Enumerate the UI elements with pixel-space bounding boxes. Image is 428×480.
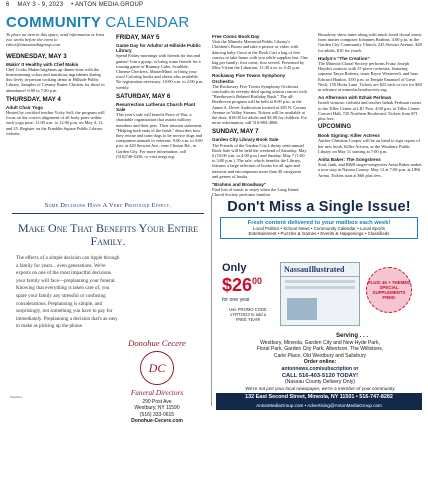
promo-code: Use PROMO CODE 1YRT2023 to add a FREE YEAR! — [229, 307, 267, 322]
event-description: Visit the Mineola Memorial Public Library's Children's Room and take a picture or video with dancing baby Groot at the Book Cart a bag of free comics to take home with you while supplies last. One bag per family; first come, first served. Presented by Miss Vivian the Librarian. 11:30 a.m. to 4:45 p.m. — [212, 39, 308, 71]
ad-tagline: Some Decisions Have A Very Profound Effect. — [44, 202, 172, 209]
event-title: Adult Chair Yoga — [6, 104, 43, 110]
event-day-heading: FRIDAY, MAY 5 — [116, 34, 160, 41]
benefits-line-3: Entertainment • Puzzles & Games • Events & Happenings • Classifieds — [248, 231, 390, 236]
event-title: Free Comic Book Day — [212, 34, 260, 39]
calendar-column-1 — [6, 32, 108, 192]
subscription-link[interactable]: antonnews.com/subscription or — [281, 365, 359, 372]
event-description: Hosted by certified teacher Vicky Self, the program will focus on the correct alignment of all body parts within each yoga pose. 11:00 a.m. to 12:00 p.m. on May 4, 11, and 25. Register on the Franklin Square Public Library website. — [6, 110, 105, 136]
serving-area — [222, 333, 418, 392]
event-description: Find lots of music to enjoy when the Long Island Choral Society performs familiar — [212, 187, 299, 198]
section-title-light: CALENDAR — [105, 14, 190, 31]
business-contact — [108, 399, 206, 425]
publisher-name: • ANTON MEDIA GROUP — [71, 2, 144, 8]
order-online-label: Order online: — [303, 359, 337, 366]
benefits-line-1: Fresh content delivered to your mailbox each week! — [247, 220, 391, 226]
event-title: Book Signing: Killer Actress — [318, 133, 380, 139]
funeral-home-ad — [6, 199, 210, 425]
dc-logo-icon — [140, 351, 174, 385]
event-date-heading: UPCOMING — [318, 124, 351, 131]
event-title: Makin' It Healthy with Chef Makin — [6, 61, 79, 67]
subscription-ad — [216, 199, 422, 409]
event-day-heading: SATURDAY, MAY 6 — [116, 92, 171, 100]
section-title-bold: COMMUNITY — [6, 14, 101, 31]
price-cents: 00 — [252, 276, 263, 286]
calendar-column-4 — [318, 32, 422, 192]
magazine-line — [285, 280, 355, 283]
magazine-cover-image — [280, 262, 360, 326]
burst-text: PLUS! 45 + THEMED SPECIAL SUPPLEMENTS FREE! — [367, 280, 411, 300]
business-name: Donohue Cecere — [128, 338, 186, 348]
price-dollars: $26 — [222, 275, 253, 295]
event-description: Israeli virtuoso violinist and teacher Itzhak Perlman comes to the Tilles Center at LIU Post. 4:00 p.m. at Tilles Center Concert Hall, 720 Northern Boulevard. Tickets from $71 plus fees. — [318, 100, 422, 122]
section-title — [6, 14, 189, 31]
magazine-title: NassauIllustrated — [281, 263, 359, 277]
event-title: Game Day for Adults! at Hillside Public Library — [116, 43, 201, 54]
event-description: Author Christina Cooper will be on hand to sign copies of her new book, Killer Actress, at the Westbury Public Library on May 11 starting at 7:00 p.m. — [318, 138, 420, 154]
event-title: Resurrection Lutheran Church Plant Sale — [116, 101, 196, 113]
subscription-headline: Don't Miss a Single Issue! — [227, 199, 411, 215]
event-description: The Mineola Choral Society performs Franz Joseph Haydn's oratorio with 37-piece orchestra, featuring soprano Tanya Roberts, tenor Bryce Westervelt, and bass Edward Hanlon. 3:00 p.m. at Temple Emanuel of Great Neck, 150 Hicks Lane. Tickets are $25 each or two for $40 in advance at mineolachoralsociety.org. — [318, 61, 422, 93]
business-subtitle: Funeral Directors — [130, 389, 184, 397]
event-title: Hudyn's "The Creation" — [318, 55, 370, 61]
subscription-benefits-box — [220, 217, 418, 239]
call-phone[interactable]: CALL 516-403-5120 TODAY! — [281, 372, 359, 379]
business-city: Westbury, NY 11590 — [134, 405, 180, 412]
ad-headline: Make One That Benefits Your Entire Family. — [17, 221, 199, 248]
business-address: 290 Post Ave — [142, 399, 172, 405]
community-tagline: We're not just your local newspaper, we're a member of your community — [245, 385, 395, 391]
event-description: The Rockaway Five Towns Symphony Orchestra concludes its seventy-third spring season concert with "Beethoven's Belated Birthday Bash." The all-Beethoven program will be held at 8:00 p.m. in the James A. Dever Auditorium located at 385 N. Corona Avenue in Valley Stream. Tickets will be available at the door: $18.00 for adults and $3.00 for children. For more information, call 516-884-4806. — [212, 83, 308, 126]
event-day-heading: THURSDAY, MAY 4 — [6, 95, 61, 103]
event-description: The Friends of the Garden City Library semi-annual Book Sale will be held the weekend of Saturday, May 6 (10:00 a.m. to 4:00 p.m.) and Sunday, May 7 (1:00 to 3:00 p.m.). The sale, which benefits the Library, features a large selection of books for all ages and interests and encompasses more than 40 categories and genres of books. — [212, 142, 307, 179]
logo-letters: DC — [148, 360, 166, 375]
event-description: This year's sale will benefit Paws of War, a charitable organization that assists military members and their pets. Their mission statement, "Helping both ends of the leash," describes how they rescue and train dogs to be service dogs and companion animals to veterans. 9:00 a.m. to 4:00 p.m. at 420 Stewart Ave., near Clinton Rd., in Garden City. For more information, call (516)746-4436, or visit rnegt.org. — [116, 112, 203, 159]
event-description: Soul, funk, and R&B singer-songwriter Anita Baker makes a tour stop in Nassau County. May 12 at 7:00 p.m. at UBS Arena. Tickets start at $60 plus fees. — [318, 162, 422, 178]
magazine-photo — [287, 298, 317, 320]
ad-ref-left: Westbury — [10, 395, 23, 399]
event-title: An Afternoon with Itzhak Perlman — [318, 95, 392, 101]
issue-date: MAY 3 - 9, 2023 — [17, 2, 64, 8]
serving-line-3: Carle Place, Old Westbury and Salisbury — [273, 352, 367, 359]
footer-address: 132 East Second Street, Mineola, NY 11501 • 516-747-8282 — [245, 394, 393, 400]
magazine-line — [285, 286, 355, 289]
calendar-column-2 — [116, 32, 204, 192]
price — [222, 275, 262, 296]
event-day-heading: SUNDAY, MAY 7 — [212, 128, 259, 136]
event-title: Garden City Library Book Sale — [212, 137, 279, 143]
publisher-footer — [216, 393, 422, 410]
event-title: Rockaway Five Towns Symphony Orchestra — [212, 73, 286, 84]
call-note: (Nassau County Delivery Only) — [285, 379, 355, 386]
business-website-link[interactable]: Donohue-Cecere.com — [131, 418, 183, 425]
event-title: Anita Baker: The Songstress — [318, 157, 381, 163]
event-description: Broadway show tunes along with much loved choral music from master composer Johannes Brahms. 4:00 p.m. at the Garden City Community Church, 245 Stewart Avenue. $20 for adults, $10 for youth. — [318, 32, 422, 53]
page-number: 6 — [6, 2, 10, 8]
bonus-burst-badge — [366, 267, 412, 313]
price-term: for one year — [222, 297, 250, 303]
price-only: Only — [222, 262, 247, 274]
serving-label: Serving . . . — [335, 333, 368, 339]
business-phone[interactable]: (516) 333-0615 — [139, 411, 175, 418]
event-day-heading: WEDNESDAY, MAY 3 — [6, 52, 67, 60]
footer-links[interactable]: AntonMediaGroup.com • Advertising@AntonMediaGroup.com — [256, 402, 382, 408]
ad-rule — [12, 213, 204, 214]
calendar-column-1-events — [6, 53, 108, 136]
ad-divider — [211, 196, 212, 406]
calendar-column-3 — [212, 32, 308, 198]
ad-copy: The effects of a simple decision can ripple through a family for years... even generations. We're experts on one of the most impactful decisions your family will face—preplanning your funeral. Knowing that everything is taken care of, you spare your family any stressful or confusing considerations. Preplanning is simple, and surprisingly, not something you have to pay for immediately. Preplanning a decision that's as easy to make as picking up the phone. — [16, 255, 120, 330]
serving-line-1: Westbury, Mineola, Garden City and New Hyde Park, — [260, 339, 380, 346]
benefits-line-2: Local Politics • School News • Community Calendar • Local Sports — [252, 226, 386, 231]
event-description: Chef Cooks Makin brightens up dinner-time with the heartwarming colors and nutritious ingredients during this lively in-person cooking demo at Hillside Public Library. Samples of Creamy Butter Chicken for those in attendance! 6:00 to 7:00 p.m. — [6, 66, 105, 93]
page-header — [6, 2, 422, 12]
event-title: "Brahms and Broadway" — [212, 182, 267, 188]
calendar-intro: To place an item in this space, send information at least two weeks before the event to editor@antonmediagroup.com — [6, 32, 105, 48]
event-description: Spend Friday mornings with friends for fun and games! Join a group, or bring some friends for a rousing game of Rummy Cube, Scrabble, Chinese Checkers, MasterMind, or bring your own! Coloring books and sheets also available. No registration necessary. 10:00 a.m. to 2:00 p.m. weekly. — [116, 53, 204, 90]
serving-line-2: Floral Park, Garden City Park, Albertson, The Willistons, — [256, 346, 384, 353]
